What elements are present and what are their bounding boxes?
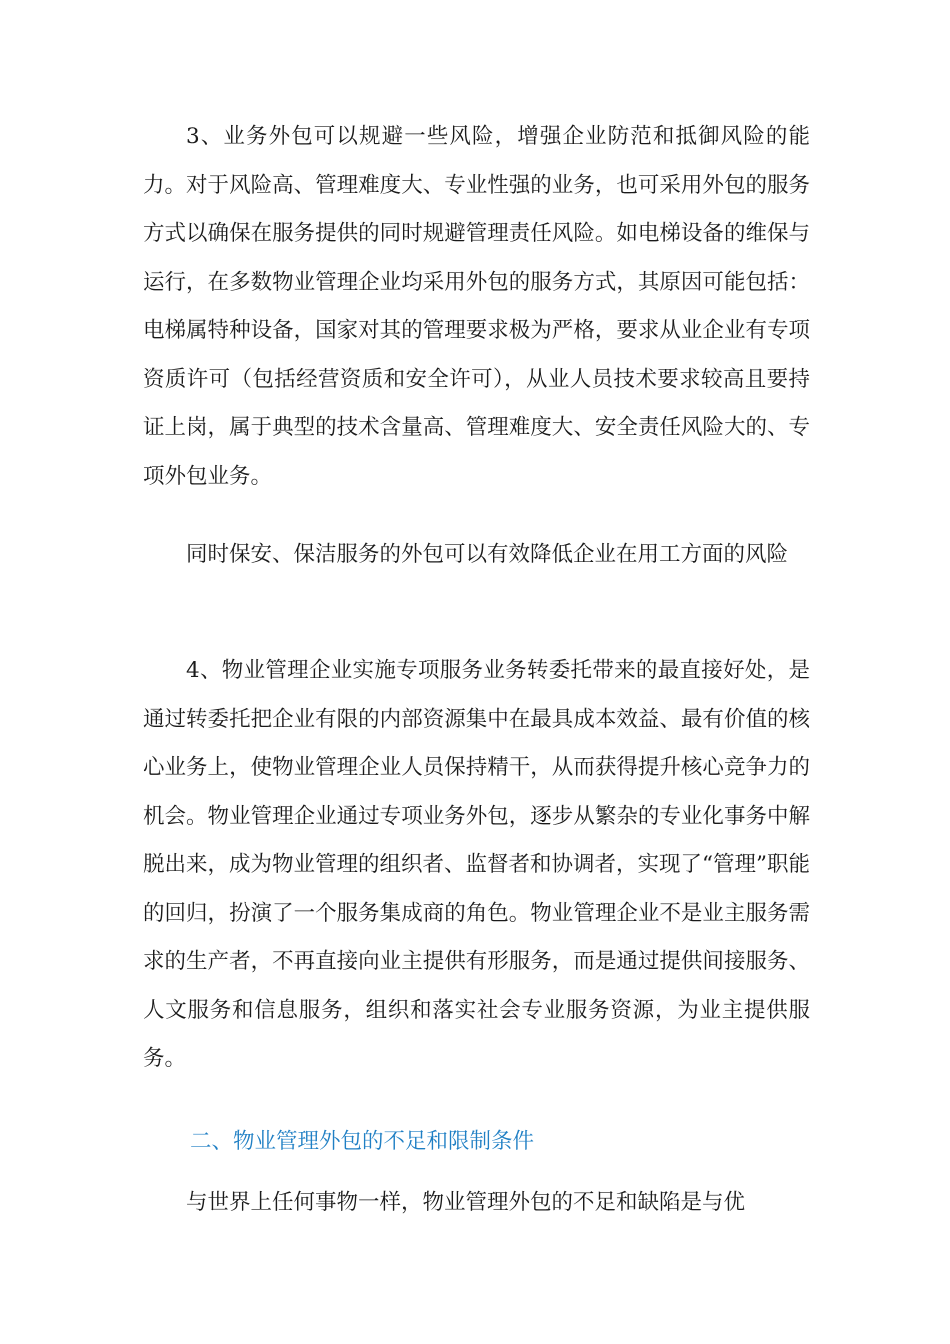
paragraph-shortcomings-intro: 与世界上任何事物一样，物业管理外包的不足和缺陷是与优 (186, 1190, 746, 1215)
paragraph-outsourcing-risk: 3、业务外包可以规避一些风险，增强企业防范和抵御风险的能力。对于风险高、管理难度大、专业性强的业务，也可采用外包的服务方式以确保在服务提供的同时规避管理责任风险。如电梯设备的维保与运行，在多数物业管理企业均采用外包的服务方式，其原因可能包括：电梯属特种设备，国家对其的管理要求极为严格，要求从业企业有专项资质许可（包括经营资质和安全许可），从业人员技术要求较高且要持证上岗，属于典型的技术含量高、管理难度大、安全责任风险大的、专项外包业务。 (143, 124, 810, 489)
paragraph-core-business: 4、物业管理企业实施专项服务业务转委托带来的最直接好处，是通过转委托把企业有限的内部资源集中在最具成本效益、最有价值的核心业务上，使物业管理企业人员保持精干，从而获得提升核心竞争力的机会。物业管理企业通过专项业务外包，逐步从繁杂的专业化事务中解脱出来，成为物业管理的组织者、监督者和协调者，实现了“管理”职能的回归，扮演了一个服务集成商的角色。物业管理企业不是业主服务需求的生产者，不再直接向业主提供有形服务，而是通过提供间接服务、人文服务和信息服务，组织和落实社会专业服务资源，为业主提供服务。 (143, 658, 810, 1071)
section-heading: 二、物业管理外包的不足和限制条件 (190, 1129, 535, 1154)
paragraph-security-cleaning: 同时保安、保洁服务的外包可以有效降低企业在用工方面的风险 (186, 542, 789, 567)
